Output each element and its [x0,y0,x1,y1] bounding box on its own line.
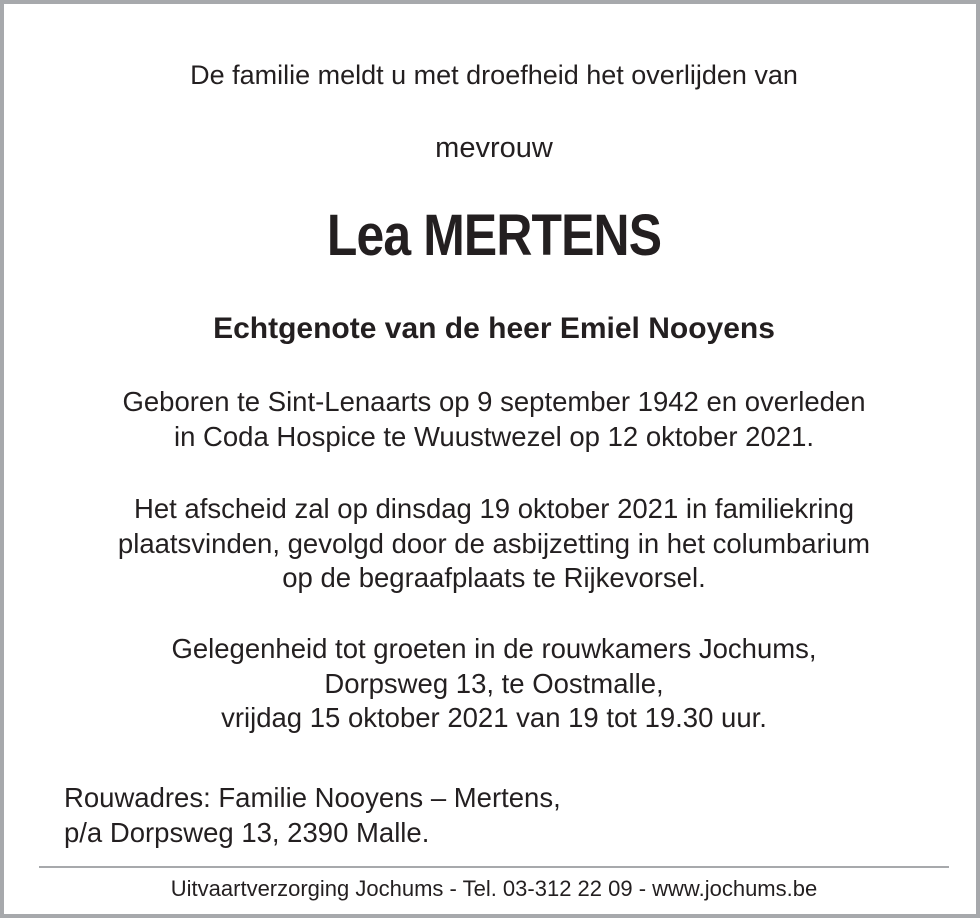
visitation-line: vrijdag 15 oktober 2021 van 19 tot 19.30 uur. [221,702,767,733]
farewell-line: Het afscheid zal op dinsdag 19 oktober 2021 in familiekring [133,493,855,524]
birth-death-line: Geboren te Sint-Lenaarts op 9 september 1942 en overleden [122,386,866,417]
mourning-address-line: p/a Dorpsweg 13, 2390 Malle. [64,816,430,848]
farewell-line: plaatsvinden, gevolgd door de asbijzetting in het columbarium [117,527,871,559]
farewell-paragraph [4,492,980,596]
funeral-home-footer: Uitvaartverzorging Jochums - Tel. 03-312 22 09 - www.jochums.be [170,876,818,901]
mourning-address-line: Rouwadres: Familie Nooyens – Mertens, [64,782,561,813]
intro-text: De familie meldt u met droefheid het overlijden van [190,60,798,90]
spouse-line: Echtgenote van de heer Emiel Nooyens [213,312,775,345]
birth-death-line: in Coda Hospice te Wuustwezel op 12 oktober 2021. [173,420,815,452]
farewell-line: op de begraafplaats te Rijkevorsel. [282,562,706,593]
footer-divider [39,866,949,868]
visitation-line: Dorpsweg 13, te Oostmalle, [324,667,664,699]
title-text: mevrouw [435,132,553,164]
birth-death-paragraph [4,385,980,454]
visitation-line: Gelegenheid tot groeten in de rouwkamers Jochums, [171,633,817,664]
mourning-address [64,781,561,850]
deceased-name: Lea MERTENS [326,203,662,268]
visitation-paragraph [4,632,980,736]
